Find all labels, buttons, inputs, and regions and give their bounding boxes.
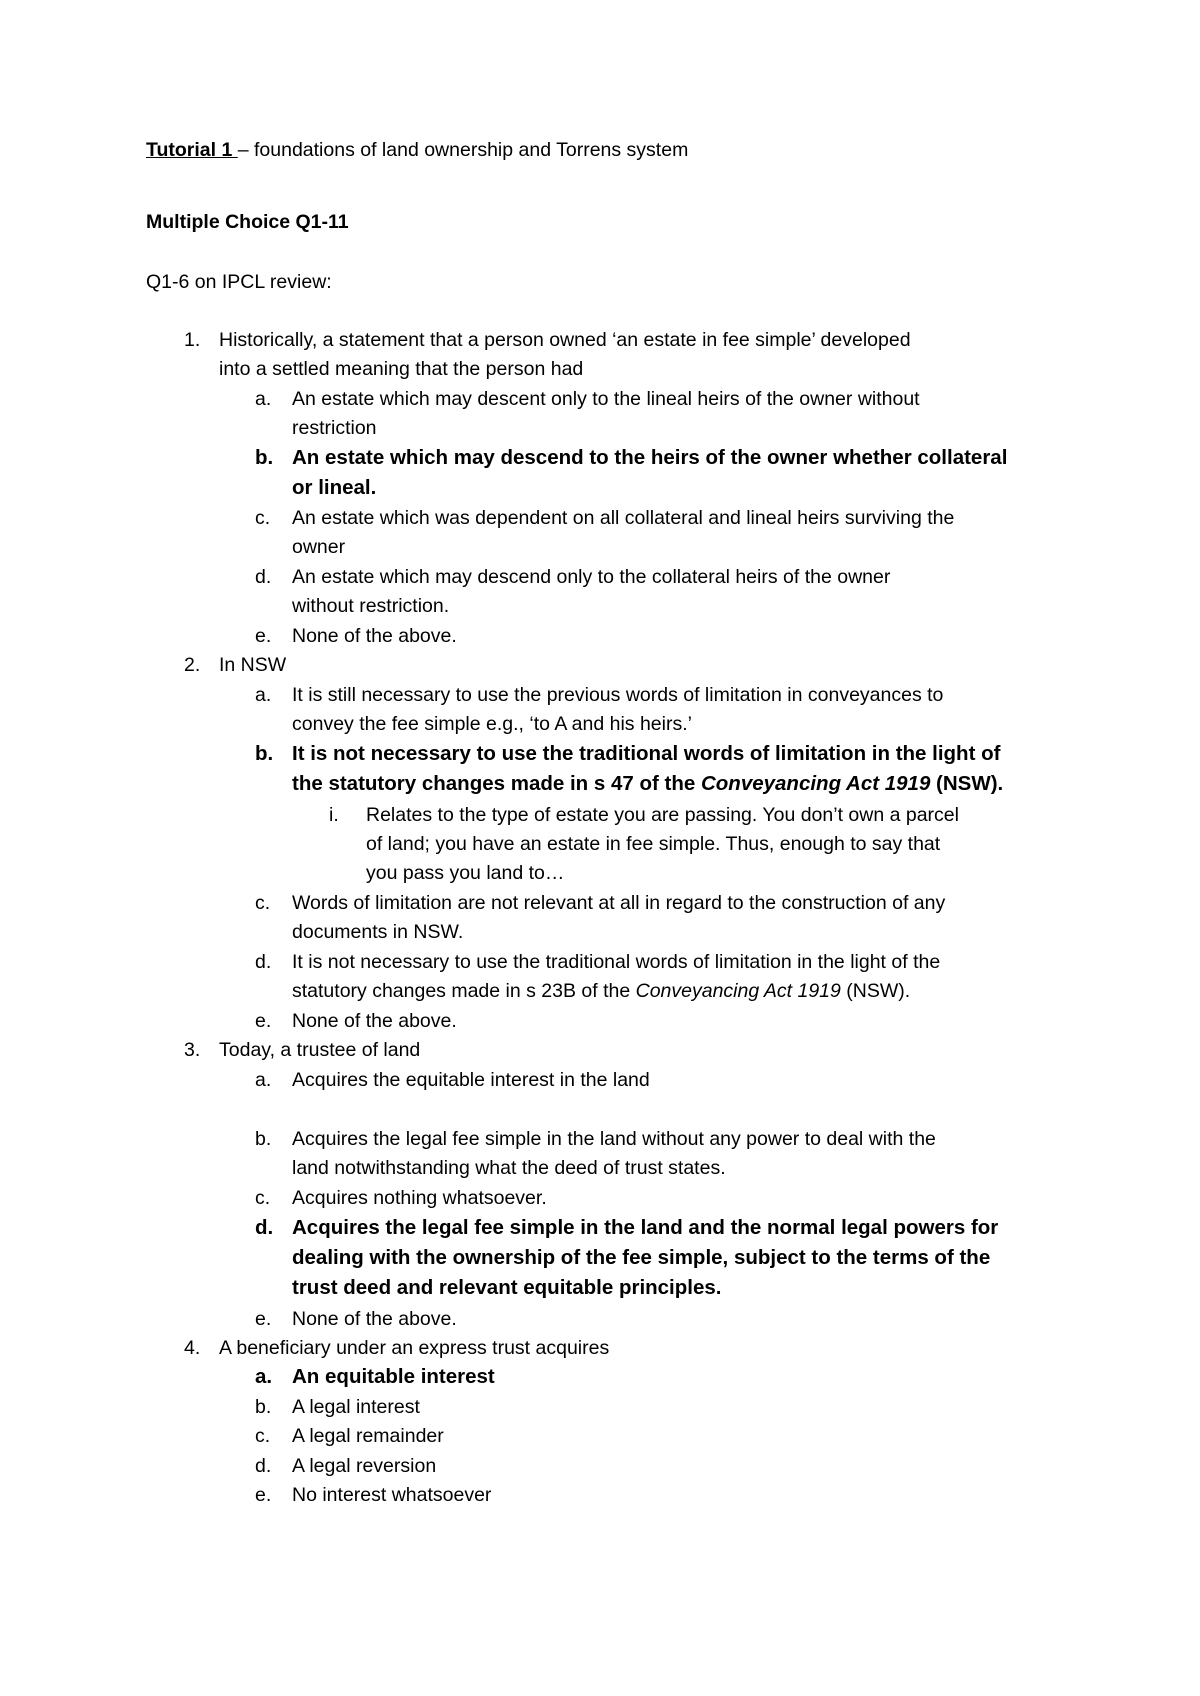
q4-d-line-1: A legal reversion <box>292 1455 437 1477</box>
q3-b-line-1: Acquires the legal fee simple in the land without any power to deal with the <box>292 1128 936 1150</box>
q2-d-line-2-post: (NSW). <box>840 980 911 1002</box>
document-title <box>146 135 688 165</box>
section-heading: Multiple Choice Q1-11 <box>146 211 349 233</box>
q2-b-marker: b. <box>255 742 274 765</box>
q2-c-marker: c. <box>255 892 271 914</box>
subheading: Q1-6 on IPCL review: <box>146 271 332 293</box>
q3-b-marker: b. <box>255 1128 272 1150</box>
q3-d-line-3: trust deed and relevant equitable principles. <box>292 1276 722 1299</box>
q2-d-act-name: Conveyancing Act 1919 <box>635 980 841 1002</box>
q2-c-line-1: Words of limitation are not relevant at all in regard to the construction of any <box>292 892 946 914</box>
q4-number: 4. <box>184 1337 201 1359</box>
title-bold: Tutorial 1 <box>146 139 238 161</box>
q2-a-marker: a. <box>255 684 272 706</box>
q2-stem-line-1: In NSW <box>219 654 287 676</box>
q3-d-line-2: dealing with the ownership of the fee simple, subject to the terms of the <box>292 1246 991 1269</box>
q2-e-line-1: None of the above. <box>292 1010 457 1032</box>
title-rest: – foundations of land ownership and Torrens system <box>237 139 689 161</box>
q1-d-marker: d. <box>255 566 272 588</box>
q1-b-line-1: An estate which may descend to the heirs of the owner whether collateral <box>292 446 1008 469</box>
q1-c-line-2: owner <box>292 536 346 558</box>
q4-a-marker: a. <box>255 1365 273 1388</box>
q4-e-marker: e. <box>255 1484 272 1506</box>
q3-e-line-1: None of the above. <box>292 1308 457 1330</box>
q2-b-sub-line-1: Relates to the type of estate you are passing. You don’t own a parcel <box>366 804 959 826</box>
q3-number: 3. <box>184 1039 201 1061</box>
q2-d-marker: d. <box>255 951 272 973</box>
q1-stem-line-1: Historically, a statement that a person owned ‘an estate in fee simple’ developed <box>219 329 911 351</box>
q3-c-line-1: Acquires nothing whatsoever. <box>292 1187 547 1209</box>
q1-stem-line-2: into a settled meaning that the person had <box>219 358 584 380</box>
q2-b-sub-marker: i. <box>329 804 339 826</box>
q2-b-sub-line-3: you pass you land to… <box>366 862 565 884</box>
q4-b-line-1: A legal interest <box>292 1396 420 1418</box>
q4-e-line-1: No interest whatsoever <box>292 1484 492 1506</box>
q2-d-line-2-pre: statutory changes made in s 23B of the <box>292 980 636 1002</box>
q3-d-line-1: Acquires the legal fee simple in the land and the normal legal powers for <box>292 1216 999 1239</box>
q1-d-line-2: without restriction. <box>292 595 450 617</box>
q1-a-marker: a. <box>255 388 272 410</box>
q2-e-marker: e. <box>255 1010 272 1032</box>
q4-a-line-1: An equitable interest <box>292 1365 495 1388</box>
q2-a-line-1: It is still necessary to use the previous words of limitation in conveyances to <box>292 684 944 706</box>
q1-b-line-2: or lineal. <box>292 476 377 499</box>
q2-b-line-2-pre: the statutory changes made in s 47 of the <box>292 772 701 795</box>
q3-stem-line-1: Today, a trustee of land <box>219 1039 421 1061</box>
q1-a-line-2: restriction <box>292 417 377 439</box>
q1-e-line-1: None of the above. <box>292 625 457 647</box>
q2-number: 2. <box>184 654 201 676</box>
q2-b-line-2-post: (NSW). <box>930 772 1004 795</box>
q2-d-line-2 <box>292 976 910 1006</box>
q1-e-marker: e. <box>255 625 272 647</box>
q1-a-line-1: An estate which may descent only to the lineal heirs of the owner without <box>292 388 920 410</box>
q2-b-line-2 <box>292 769 1003 799</box>
q4-c-line-1: A legal remainder <box>292 1425 444 1447</box>
q1-d-line-1: An estate which may descend only to the collateral heirs of the owner <box>292 566 891 588</box>
q3-b-line-2: land notwithstanding what the deed of trust states. <box>292 1157 726 1179</box>
q4-b-marker: b. <box>255 1396 272 1418</box>
q1-c-line-1: An estate which was dependent on all collateral and lineal heirs surviving the <box>292 507 955 529</box>
q4-stem-line-1: A beneficiary under an express trust acquires <box>219 1337 610 1359</box>
q1-b-marker: b. <box>255 446 274 469</box>
q2-b-line-1: It is not necessary to use the traditional words of limitation in the light of <box>292 742 1001 765</box>
q2-d-line-1: It is not necessary to use the traditional words of limitation in the light of the <box>292 951 941 973</box>
q4-d-marker: d. <box>255 1455 272 1477</box>
q2-b-act-name: Conveyancing Act 1919 <box>700 772 931 795</box>
q3-d-marker: d. <box>255 1216 274 1239</box>
q2-a-line-2: convey the fee simple e.g., ‘to A and his heirs.’ <box>292 713 692 735</box>
q1-number: 1. <box>184 329 201 351</box>
q2-b-sub-line-2: of land; you have an estate in fee simple. Thus, enough to say that <box>366 833 941 855</box>
q2-c-line-2: documents in NSW. <box>292 921 464 943</box>
q1-c-marker: c. <box>255 507 271 529</box>
q3-c-marker: c. <box>255 1187 271 1209</box>
q3-a-line-1: Acquires the equitable interest in the land <box>292 1069 650 1091</box>
q3-e-marker: e. <box>255 1308 272 1330</box>
q3-a-marker: a. <box>255 1069 272 1091</box>
q4-c-marker: c. <box>255 1425 271 1447</box>
